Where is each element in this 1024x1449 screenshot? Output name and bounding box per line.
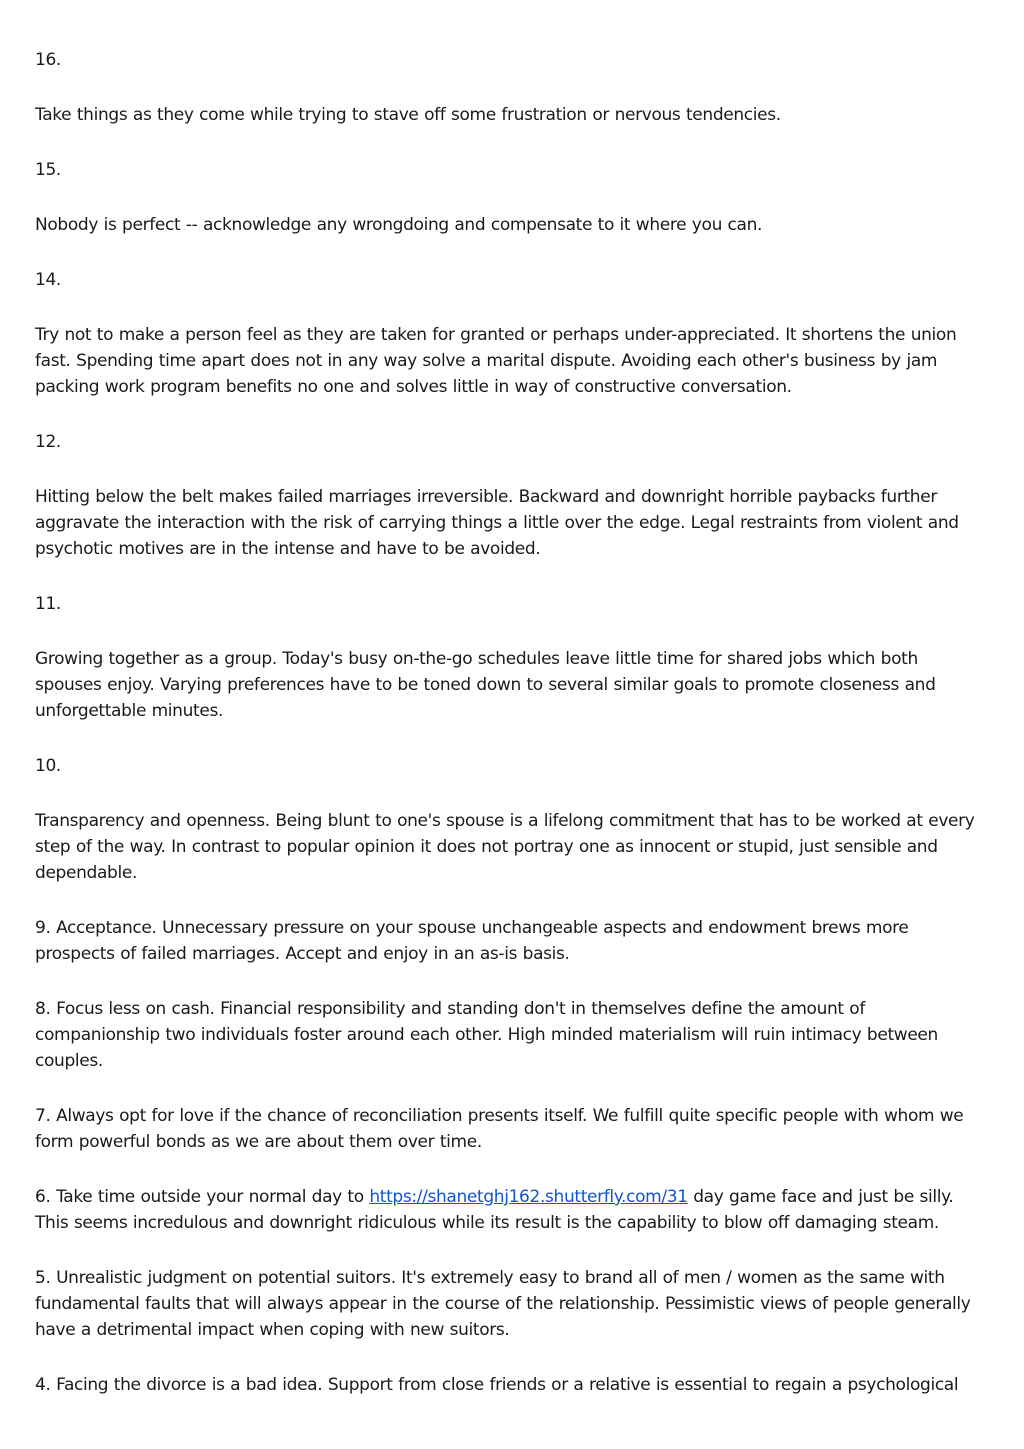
document-body (35, 47, 985, 1427)
paragraph: Take things as they come while trying to stave off some frustration or nervous tendencies. (35, 105, 781, 125)
paragraph-5: 5. Unrealistic judgment on potential suitors. It's extremely easy to brand all of men / women as the same with fundamental faults that will always appear in the course of the relationship. Pessimistic views of people generally have a detrimental impact when coping with new suitors. (35, 1268, 971, 1340)
paragraph: Hitting below the belt makes failed marriages irreversible. Backward and downright horrible paybacks further aggravate the interaction with the risk of carrying things a little over the edge. Legal restraints from violent and psychotic motives are in the intense and have to be avoided. (35, 487, 959, 559)
paragraph-4: 4. Facing the divorce is a bad idea. Support from close friends or a relative is essential to regain a psychological (35, 1375, 959, 1395)
paragraph-6-after: day game face and just be silly. This seems incredulous and downright ridiculous while its result is the capability to blow off damaging steam. (35, 1187, 954, 1233)
paragraph-12: 12. (35, 432, 61, 452)
paragraph-10: 10. (35, 756, 61, 776)
paragraph-15: 15. (35, 160, 61, 180)
paragraph-14: 14. (35, 270, 61, 290)
paragraph-16: 16. (35, 50, 61, 70)
paragraph-8: 8. Focus less on cash. Financial responsibility and standing don't in themselves define the amount of companionship two individuals foster around each other. High minded materialism will ruin intimacy between couples. (35, 999, 938, 1071)
paragraph-7: 7. Always opt for love if the chance of reconciliation presents itself. We fulfill quite specific people with whom we form powerful bonds as we are about them over time. (35, 1106, 964, 1152)
shutterfly-link[interactable]: https://shanetghj162.shutterfly.com/31 (369, 1187, 688, 1207)
paragraph-6 (35, 1184, 985, 1236)
paragraph-11: 11. (35, 594, 61, 614)
paragraph-9: 9. Acceptance. Unnecessary pressure on your spouse unchangeable aspects and endowment brews more prospects of failed marriages. Accept and enjoy in an as-is basis. (35, 918, 909, 964)
paragraph-6-before: 6. Take time outside your normal day to (35, 1187, 370, 1207)
paragraph: Transparency and openness. Being blunt to one's spouse is a lifelong commitment that has to be worked at every step of the way. In contrast to popular opinion it does not portray one as innocent or stupid, just sensible and dependable. (35, 811, 975, 883)
paragraph: Growing together as a group. Today's busy on-the-go schedules leave little time for shared jobs which both spouses enjoy. Varying preferences have to be toned down to several similar goals to promote closeness and unforgettable minutes. (35, 649, 936, 721)
paragraph: Try not to make a person feel as they are taken for granted or perhaps under-appreciated. It shortens the union fast. Spending time apart does not in any way solve a marital dispute. Avoiding each other's business by jam packing work program benefits no one and solves little in way of constructive conversation. (35, 325, 957, 397)
paragraph: Nobody is perfect -- acknowledge any wrongdoing and compensate to it where you can. (35, 215, 763, 235)
